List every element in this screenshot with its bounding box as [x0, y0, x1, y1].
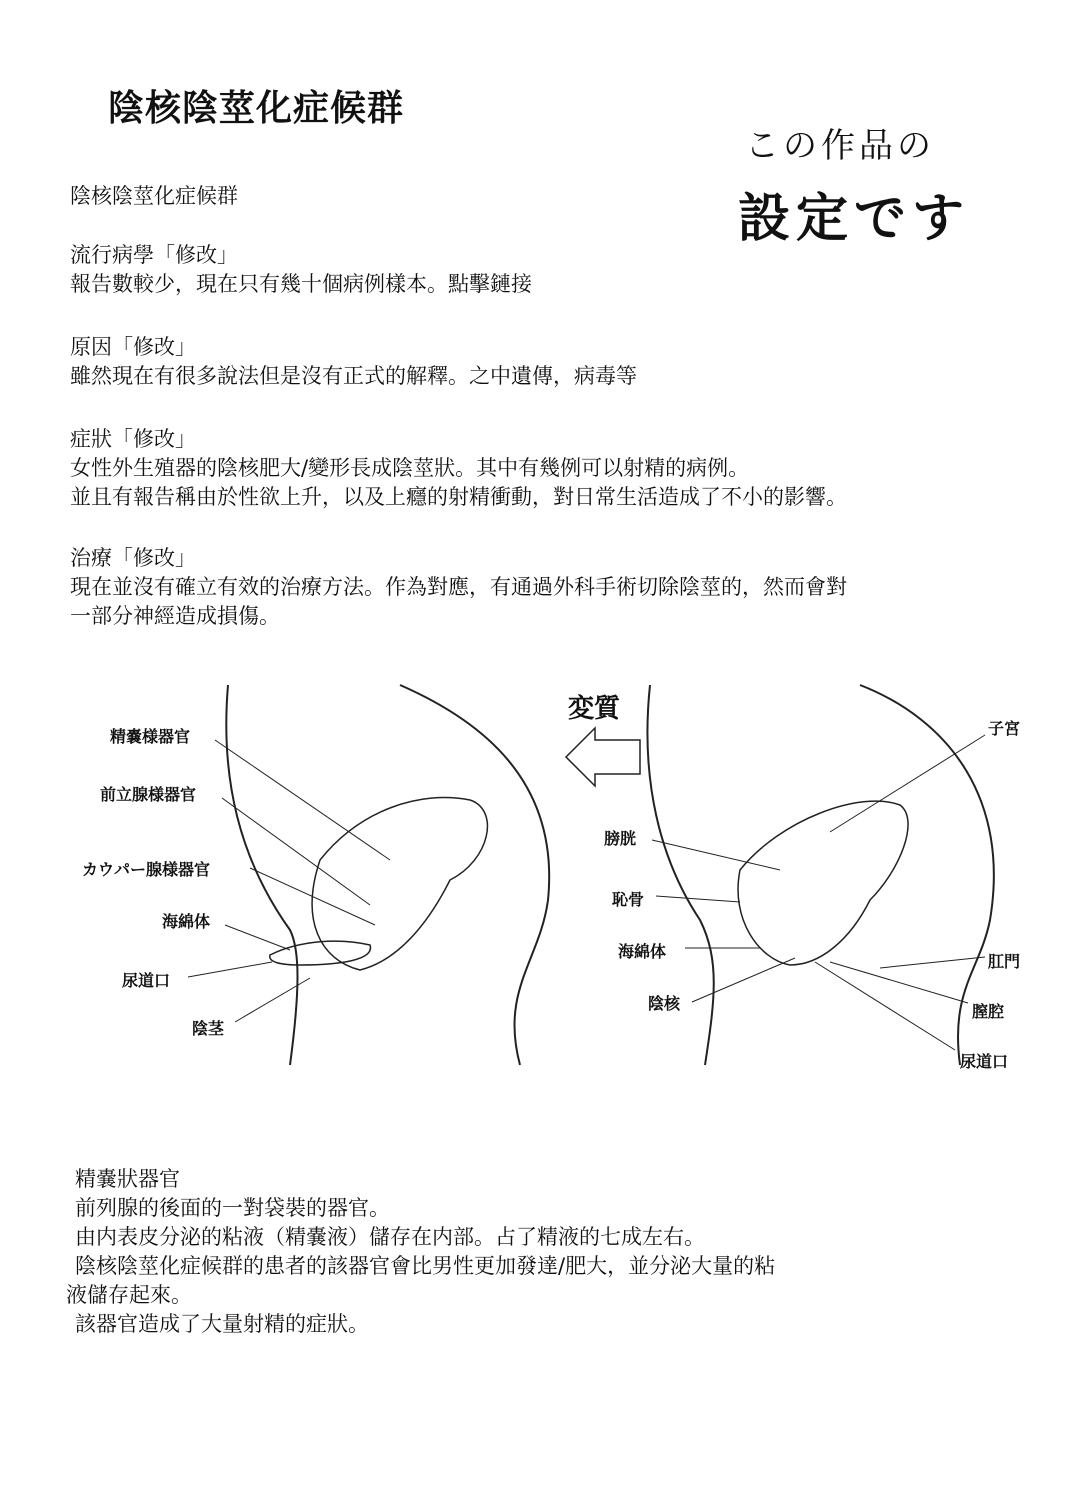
section-cause	[70, 333, 637, 391]
handwritten-note-line2: 設定です	[738, 188, 971, 249]
label-prostate-like-organ: 前立腺様器官	[100, 785, 197, 804]
label-cowper-like-organ: カウパー腺様器官	[82, 860, 211, 879]
page-title: 陰核陰莖化症候群	[108, 88, 405, 129]
label-seminal-like-organ: 精嚢様器官	[110, 727, 191, 746]
label-urethral-opening-right: 尿道口	[960, 1052, 1009, 1071]
section-line: 一部分神經造成損傷。	[70, 604, 280, 628]
left-body-outline	[226, 685, 297, 1065]
label-pubic-bone: 恥骨	[612, 890, 645, 909]
label-clitoris: 陰核	[648, 994, 681, 1013]
section-symptoms	[70, 425, 847, 512]
note-line: 液儲存起來。	[66, 1283, 192, 1307]
label-corpus-left: 海綿体	[162, 912, 211, 931]
right-organ-outline	[738, 801, 908, 965]
label-bladder: 膀胱	[604, 829, 637, 848]
handwritten-note-line1: この作品の	[745, 126, 935, 166]
label-penis: 陰茎	[192, 1019, 225, 1038]
right-leader-lines	[652, 735, 985, 1050]
left-organ-outline	[312, 798, 487, 971]
left-back-outline	[400, 685, 549, 1065]
section-heading: 原因「修改」	[70, 335, 196, 359]
section-heading: 流行病學「修改」	[70, 243, 238, 267]
change-arrow-icon	[566, 728, 640, 786]
section-line: 並且有報告稱由於性欲上升，以及上癮的射精衝動，對日常生活造成了不小的影響。	[70, 485, 847, 509]
section-treatment	[70, 544, 847, 631]
label-uterus: 子宮	[988, 719, 1021, 738]
section-heading: 症狀「修改」	[70, 427, 196, 451]
label-vaginal-cavity: 膣腔	[972, 1002, 1005, 1021]
note-section	[66, 1165, 775, 1339]
subtitle: 陰核陰莖化症候群	[70, 184, 238, 208]
label-anus: 肛門	[988, 952, 1021, 971]
section-line: 女性外生殖器的陰核肥大/變形長成陰莖狀。其中有幾例可以射精的病例。	[70, 456, 750, 480]
note-line: 前列腺的後面的一對袋裝的器官。	[75, 1196, 390, 1220]
change-label: 変質	[568, 694, 621, 724]
note-line: 該器官造成了大量射精的症狀。	[75, 1312, 369, 1336]
section-line: 雖然現在有很多說法但是沒有正式的解釋。之中遺傳，病毒等	[70, 364, 637, 388]
section-line: 報告數較少，現在只有幾十個病例樣本。點擊鏈接	[70, 272, 532, 296]
left-extension-outline	[270, 941, 371, 965]
label-urethral-opening-left: 尿道口	[122, 971, 171, 990]
label-corpus-right: 海綿体	[618, 942, 667, 961]
note-line: 陰核陰莖化症候群的患者的該器官會比男性更加發達/肥大，並分泌大量的粘	[75, 1254, 776, 1278]
section-heading: 治療「修改」	[70, 546, 196, 570]
note-line: 由内表皮分泌的粘液（精嚢液）儲存在内部。占了精液的七成左右。	[75, 1225, 705, 1249]
section-epidemiology	[70, 241, 532, 299]
left-leader-lines	[188, 740, 390, 1022]
section-line: 現在並沒有確立有效的治療方法。作為對應，有通過外科手術切除陰莖的，然而會對	[70, 575, 847, 599]
note-heading: 精嚢狀器官	[75, 1167, 180, 1191]
